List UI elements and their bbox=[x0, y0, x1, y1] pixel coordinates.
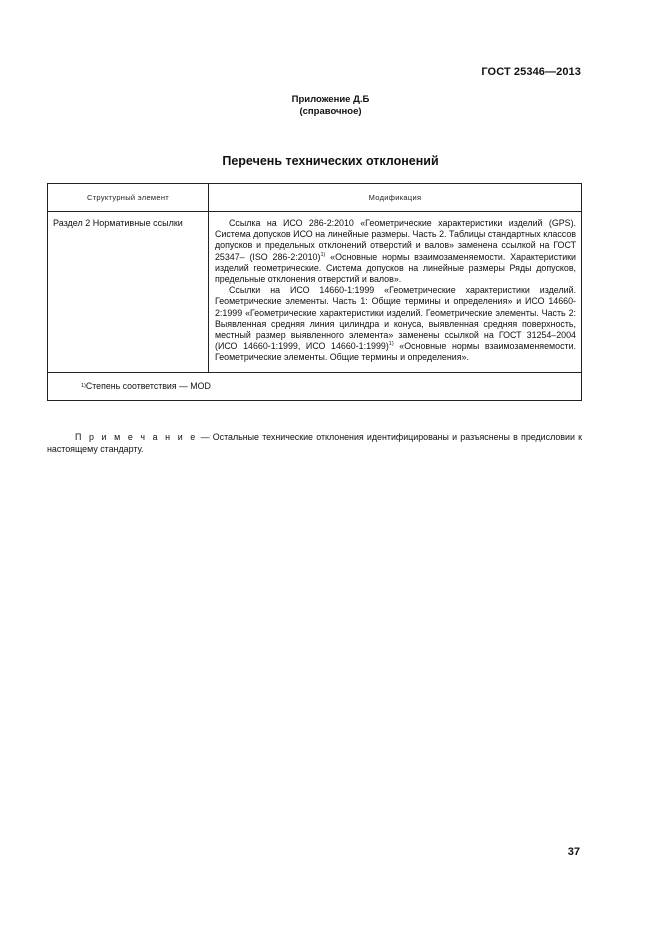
table-row bbox=[48, 212, 581, 373]
modification-cell bbox=[209, 212, 581, 372]
page-number: 37 bbox=[567, 846, 580, 858]
note-paragraph bbox=[47, 431, 582, 455]
table-footnote: 1) Степень соответствия — MOD bbox=[81, 381, 211, 392]
structural-element-cell: Раздел 2 Нормативные ссылки bbox=[48, 212, 209, 372]
paragraph-2-text: Ссылки на ИСО 14660-1:1999 «Геометрические характеристики изделий. Геометрические элементы. Часть 1: Общие термины и определения» и ИСО 14660-2:1999 «Геометрические характеристики изделий. Геометрические элементы. Часть 2: Выявленная средняя линия цилиндра и конуса, выявленная средняя поверхность, местный размер выявленного элемента» заменены ссылкой на ГОСТ 31254–2004 (ИСО 14660-1:1999, ИСО 14660-1:1999) bbox=[215, 285, 576, 352]
column-header-modification: Модификация bbox=[368, 193, 422, 202]
paragraph-2-text-cont: «Основные нормы взаимозаменяемости. Геометрические элементы. Общие термины и определения». bbox=[215, 341, 577, 363]
table-header-row bbox=[48, 184, 581, 212]
modification-paragraph-1 bbox=[215, 218, 576, 285]
deviations-table bbox=[47, 183, 582, 401]
standard-header: ГОСТ 25346—2013 bbox=[481, 66, 581, 78]
footnote-text: Степень соответствия — MOD bbox=[85, 381, 211, 392]
note-text: — Остальные технические отклонения идентифицированы и разъяснены в предисловии к настоящему стандарту. bbox=[47, 432, 583, 454]
paragraph-1-text: Ссылка на ИСО 286-2:2010 «Геометрические характеристики изделий (GPS). Система допусков ИСО на линейные размеры. Часть 2. Таблицы стандартных классов допусков и предельных отклонений отверстий и валов» заменена ссылкой на ГОСТ 25347– (ISO 286-2:2010) bbox=[215, 218, 576, 262]
modification-paragraph-2 bbox=[215, 285, 576, 363]
footnote-mark: 1) bbox=[320, 251, 326, 258]
appendix-title: Приложение Д.Б bbox=[291, 94, 370, 105]
appendix-heading bbox=[0, 94, 661, 118]
paragraph-1-text-cont: «Основные нормы взаимозаменяемости. Характеристики изделий геометрические. Система допусков на линейные размеры Ряды допусков, предельные отклонения отверстий и валов». bbox=[215, 251, 576, 285]
note-label: П р и м е ч а н и е bbox=[75, 432, 198, 442]
document-title: Перечень технических отклонений bbox=[222, 154, 439, 168]
appendix-subtitle: (справочное) bbox=[299, 106, 362, 117]
column-header-element: Структурный элемент bbox=[48, 184, 209, 211]
footnote-mark: 1) bbox=[388, 341, 394, 348]
